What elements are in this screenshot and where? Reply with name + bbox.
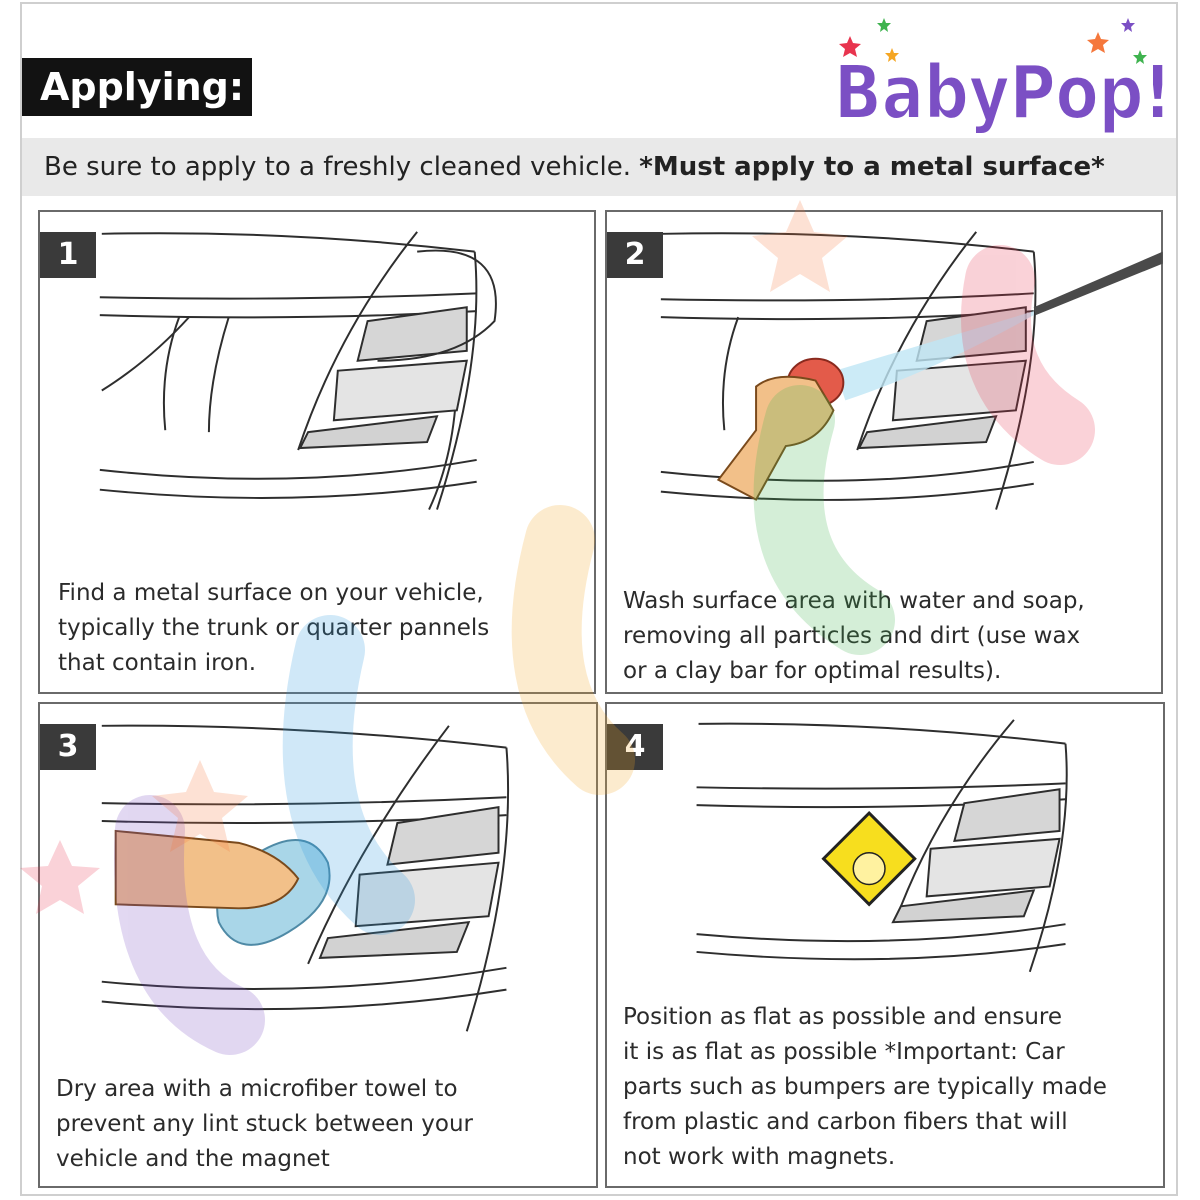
note-text: Be sure to apply to a freshly cleaned vehicle. <box>44 152 640 182</box>
instruction-note <box>22 138 1176 196</box>
note-bold-text: *Must apply to a metal surface* <box>639 152 1105 182</box>
step-panel-3 <box>38 702 598 1188</box>
step-panel-4 <box>605 702 1165 1188</box>
step-number: 1 <box>40 232 96 278</box>
step-number: 4 <box>607 724 663 770</box>
step-description: Position as flat as possible and ensure it is as flat as possible *Important: Car parts such as bumpers are typically made from plastic and carbon fibers that will not work with magnets. <box>623 1004 1107 1170</box>
step-panel-2 <box>605 210 1163 694</box>
babypop-logo <box>828 10 1178 140</box>
step-number: 3 <box>40 724 96 770</box>
logo-wordmark: BabyPop! <box>834 50 1172 136</box>
step-description: Dry area with a microfiber towel to prevent any lint stuck between your vehicle and the magnet <box>56 1076 473 1172</box>
baby-on-board-sign-icon <box>824 813 915 904</box>
step-panel-1 <box>38 210 596 694</box>
step-number: 2 <box>607 232 663 278</box>
hand-icon <box>116 831 298 908</box>
page-title: Applying: <box>22 58 252 116</box>
step-description: Wash surface area with water and soap, removing all particles and dirt (use wax or a clay bar for optimal results). <box>623 588 1085 684</box>
step-description: Find a metal surface on your vehicle, typically the trunk or quarter pannels that contain iron. <box>58 580 490 676</box>
